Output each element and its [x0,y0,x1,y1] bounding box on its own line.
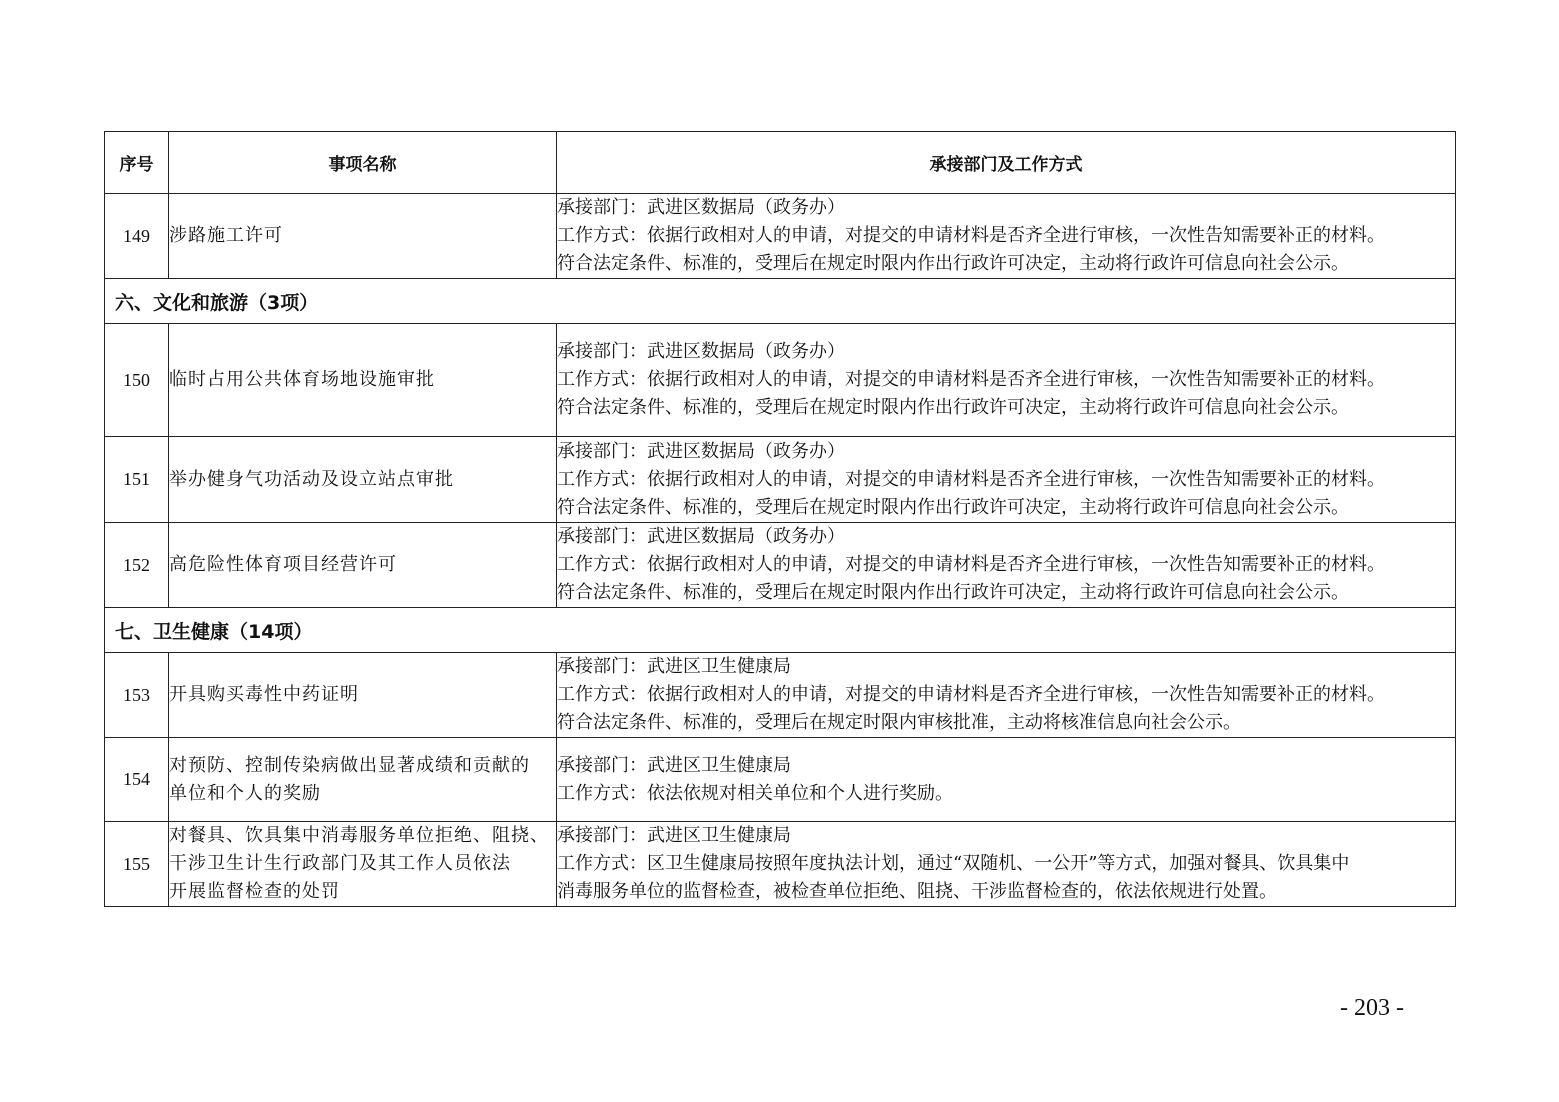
department-method-line: 消毒服务单位的监督检查，被检查单位拒绝、阻挠、干涉监督检查的，依法依规进行处置。 [557,881,1277,902]
department-method-line: 工作方式：依据行政相对人的申请，对提交的申请材料是否齐全进行审核，一次性告知需要补正的材料。 [557,554,1385,575]
department-method-line: 工作方式：依据行政相对人的申请，对提交的申请材料是否齐全进行审核，一次性告知需要补正的材料。 [557,369,1385,390]
serial-number-cell: 155 [105,822,169,907]
item-name-cell [169,324,557,437]
item-name-line: 临时占用公共体育场地设施审批 [169,369,435,390]
department-method-line: 承接部门：武进区卫生健康局 [557,754,791,776]
section-row [105,608,1456,653]
item-name-cell [169,437,557,523]
department-method-line: 承接部门：武进区卫生健康局 [557,825,791,846]
item-name-cell [169,653,557,738]
item-name-cell [169,822,557,907]
department-method-line: 符合法定条件、标准的，受理后在规定时限内作出行政许可决定，主动将行政许可信息向社会公示。 [557,397,1349,418]
serial-number-cell: 150 [105,324,169,437]
section-row [105,279,1456,324]
department-method-line: 工作方式：依法依规对相关单位和个人进行奖励。 [557,782,953,804]
section-title: 六、文化和旅游（3项） [105,279,1456,324]
department-method-line: 承接部门：武进区卫生健康局 [557,656,791,677]
department-method-line: 符合法定条件、标准的，受理后在规定时限内作出行政许可决定，主动将行政许可信息向社会公示。 [557,582,1349,603]
department-method-line: 承接部门：武进区数据局（政务办） [557,440,845,462]
department-method-cell [557,437,1456,523]
department-method-line: 承接部门：武进区数据局（政务办） [557,197,845,218]
item-name-line: 对预防、控制传染病做出显著成绩和贡献的 [169,754,530,776]
page-number: - 203 - [1340,995,1404,1021]
header-item-name: 事项名称 [169,132,557,194]
department-method-line: 承接部门：武进区数据局（政务办） [557,341,845,362]
department-method-line: 工作方式：依据行政相对人的申请，对提交的申请材料是否齐全进行审核，一次性告知需要补正的材料。 [557,684,1385,705]
department-method-cell [557,822,1456,907]
item-name-line: 开具购买毒性中药证明 [169,684,359,705]
department-method-line: 承接部门：武进区数据局（政务办） [557,526,845,547]
table-row [105,653,1456,738]
header-department-method: 承接部门及工作方式 [557,132,1456,194]
serial-number-cell: 149 [105,194,169,279]
item-name-cell [169,194,557,279]
department-method-line: 工作方式：区卫生健康局按照年度执法计划，通过“双随机、一公开”等方式，加强对餐具、饮具集中 [557,853,1350,874]
department-method-cell [557,194,1456,279]
serial-number-cell: 151 [105,437,169,523]
table-row [105,324,1456,437]
department-method-line: 符合法定条件、标准的，受理后在规定时限内作出行政许可决定，主动将行政许可信息向社会公示。 [557,253,1349,274]
item-name-line: 单位和个人的奖励 [169,782,321,804]
item-name-line: 高危险性体育项目经营许可 [169,554,397,575]
department-method-line: 符合法定条件、标准的，受理后在规定时限内审核批准，主动将核准信息向社会公示。 [557,712,1241,733]
serial-number-cell: 152 [105,523,169,608]
item-name-line: 干涉卫生计生行政部门及其工作人员依法 [169,853,511,874]
table-body [105,194,1456,907]
department-method-cell [557,523,1456,608]
item-name-line: 开展监督检查的处罚 [169,881,340,902]
serial-number-cell: 154 [105,738,169,822]
section-title: 七、卫生健康（14项） [105,608,1456,653]
table-row [105,194,1456,279]
table-row [105,738,1456,822]
department-method-cell [557,738,1456,822]
department-method-line: 符合法定条件、标准的，受理后在规定时限内作出行政许可决定，主动将行政许可信息向社会公示。 [557,496,1349,518]
item-name-cell [169,523,557,608]
item-name-line: 涉路施工许可 [169,225,283,246]
serial-number-cell: 153 [105,653,169,738]
header-serial-number: 序号 [105,132,169,194]
department-method-cell [557,653,1456,738]
table-row [105,523,1456,608]
table-header-row [105,132,1456,194]
item-name-line: 对餐具、饮具集中消毒服务单位拒绝、阻挠、 [169,825,549,846]
item-name-cell [169,738,557,822]
table-row [105,437,1456,523]
department-method-line: 工作方式：依据行政相对人的申请，对提交的申请材料是否齐全进行审核，一次性告知需要补正的材料。 [557,468,1385,490]
department-method-line: 工作方式：依据行政相对人的申请，对提交的申请材料是否齐全进行审核，一次性告知需要补正的材料。 [557,225,1385,246]
table-row [105,822,1456,907]
item-table [104,131,1456,907]
item-name-line: 举办健身气功活动及设立站点审批 [169,468,454,490]
department-method-cell [557,324,1456,437]
